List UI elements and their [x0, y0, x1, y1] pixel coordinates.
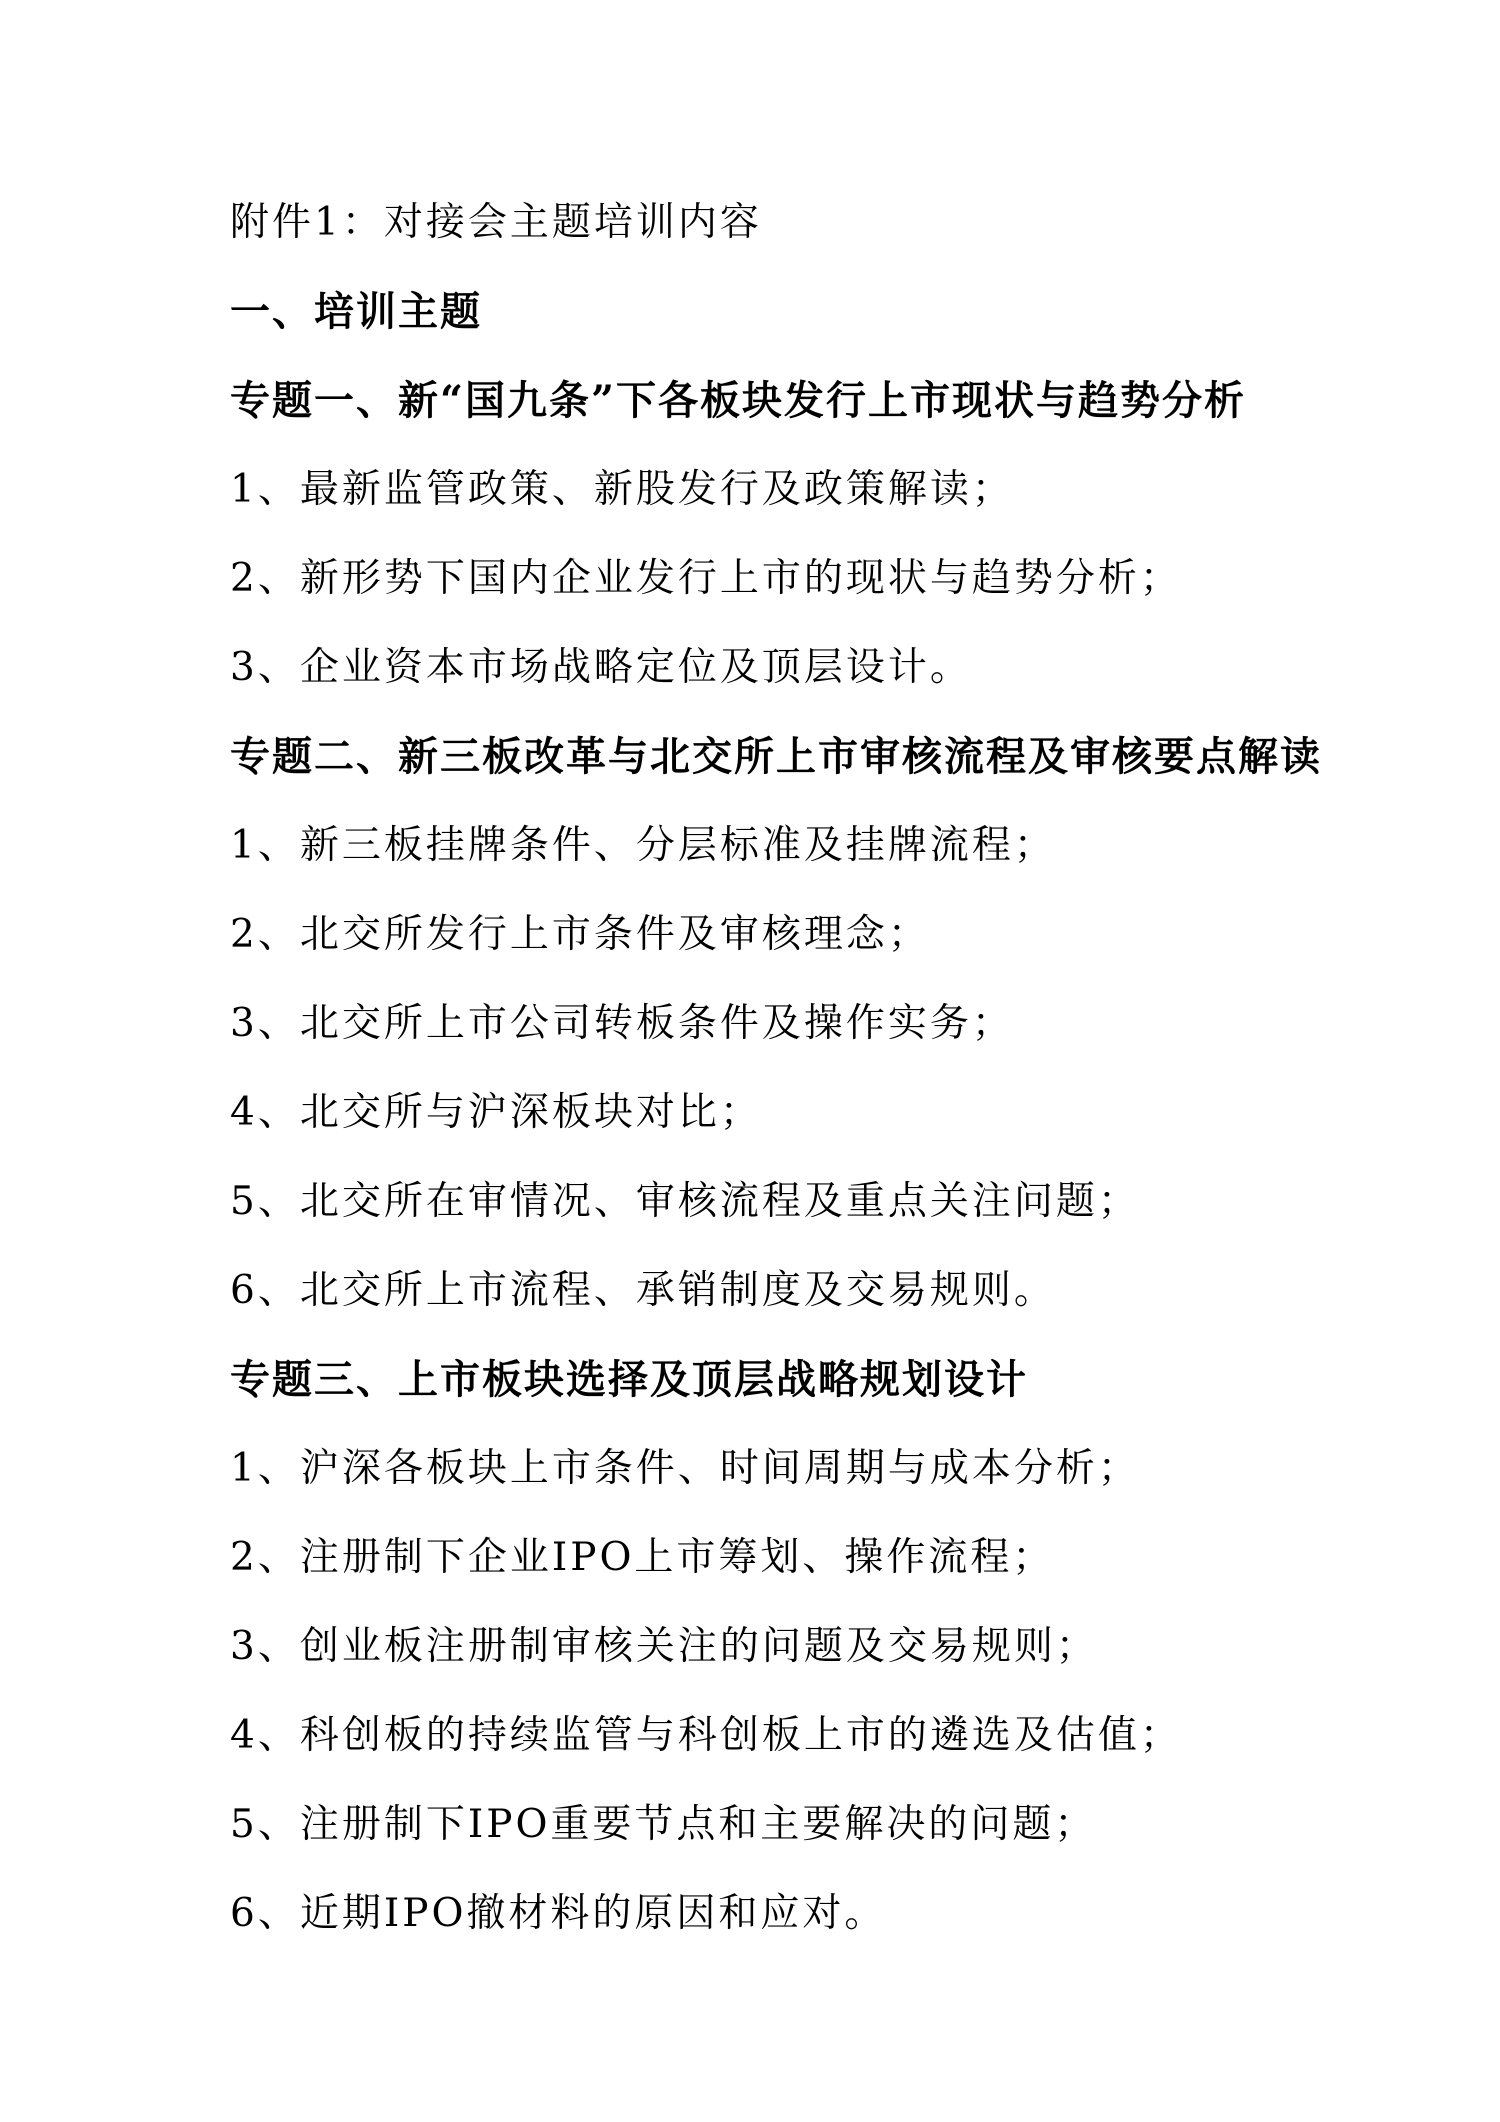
topic-2-item-1: 1、新三板挂牌条件、分层标准及挂牌流程； [230, 823, 1056, 868]
topic-3-item-1: 1、沪深各板块上市条件、时间周期与成本分析； [230, 1446, 1140, 1491]
topic-3-item-2: 2、注册制下企业IPO上市筹划、操作流程； [230, 1535, 1055, 1580]
topic-3-item-5: 5、注册制下IPO重要节点和主要解决的问题； [230, 1802, 1097, 1847]
topic-2-item-6: 6、北交所上市流程、承销制度及交易规则。 [230, 1268, 1056, 1313]
topic-3-item-4: 4、科创板的持续监管与科创板上市的遴选及估值； [230, 1713, 1182, 1758]
topic-2-item-3: 3、北交所上市公司转板条件及操作实务； [230, 1001, 1014, 1046]
topic-1-title: 专题一、新“国九条”下各板块发行上市现状与趋势分析 [230, 377, 1247, 424]
topic-3-title: 专题三、上市板块选择及顶层战略规划设计 [230, 1356, 1028, 1403]
topic-1-item-1: 1、最新监管政策、新股发行及政策解读； [230, 467, 1014, 512]
topic-1-item-3: 3、企业资本市场战略定位及顶层设计。 [230, 645, 972, 690]
topic-2-item-5: 5、北交所在审情况、审核流程及重点关注问题； [230, 1179, 1140, 1224]
topic-2-item-4: 4、北交所与沪深板块对比； [230, 1090, 762, 1135]
section-heading: 一、培训主题 [230, 288, 482, 335]
attachment-title: 附件1：对接会主题培训内容 [230, 200, 762, 245]
topic-3-item-3: 3、创业板注册制审核关注的问题及交易规则； [230, 1624, 1098, 1669]
topic-2-item-2: 2、北交所发行上市条件及审核理念； [230, 912, 930, 957]
topic-3-item-6: 6、近期IPO撤材料的原因和应对。 [230, 1891, 887, 1936]
topic-1-item-2: 2、新形势下国内企业发行上市的现状与趋势分析； [230, 556, 1182, 601]
topic-2-title: 专题二、新三板改革与北交所上市审核流程及审核要点解读 [230, 733, 1322, 780]
